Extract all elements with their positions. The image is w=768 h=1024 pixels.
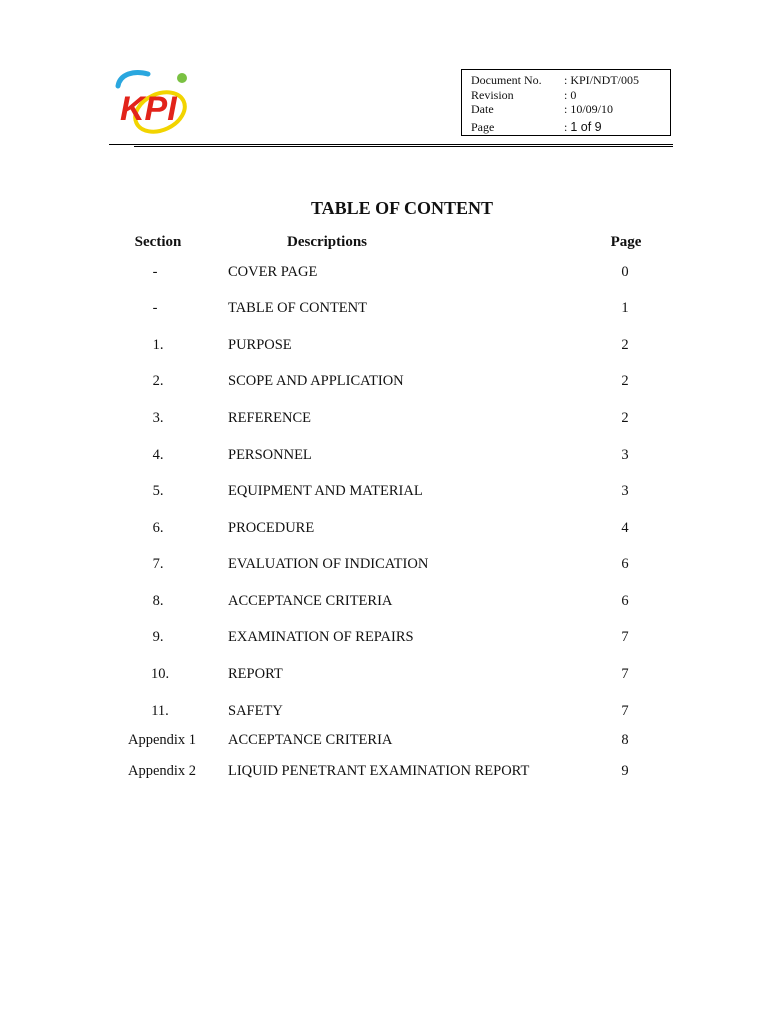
toc-page: 2 (621, 410, 629, 426)
toc-row (0, 447, 768, 467)
toc-section: 2. (152, 373, 164, 389)
toc-row (0, 703, 768, 723)
toc-description: PERSONNEL (228, 447, 312, 463)
toc-row (0, 264, 768, 284)
date-label: Date (471, 102, 494, 116)
toc-page: 0 (621, 264, 629, 280)
date-value: : 10/09/10 (564, 102, 614, 116)
toc-section: - (152, 264, 158, 280)
svg-text:KPI: KPI (120, 90, 177, 128)
toc-page: 6 (621, 556, 629, 572)
revision-row (471, 88, 670, 103)
toc-description: EXAMINATION OF REPAIRS (228, 629, 414, 645)
page-label: Page (471, 119, 495, 134)
toc-description: LIQUID PENETRANT EXAMINATION REPORT (228, 763, 530, 779)
toc-section: 9. (152, 629, 164, 645)
toc-row (0, 520, 768, 540)
toc-section: 11. (151, 703, 169, 719)
toc-row (0, 556, 768, 576)
toc-description: REFERENCE (228, 410, 311, 426)
toc-page: 4 (621, 520, 629, 536)
header-divider (109, 144, 673, 145)
toc-description: EVALUATION OF INDICATION (228, 556, 429, 572)
toc-section: 1. (152, 337, 164, 353)
toc-description: COVER PAGE (228, 264, 318, 280)
page-row (471, 120, 670, 135)
toc-page: 6 (621, 593, 629, 609)
toc-page: 7 (621, 703, 629, 719)
toc-row (0, 300, 768, 320)
company-logo (112, 68, 196, 140)
toc-description: ACCEPTANCE CRITERIA (228, 732, 393, 748)
toc-page: 3 (621, 447, 629, 463)
toc-page: 7 (621, 666, 629, 682)
toc-description: PURPOSE (228, 337, 292, 353)
toc-page: 1 (621, 300, 629, 316)
toc-page: 9 (621, 763, 629, 779)
toc-description: TABLE OF CONTENT (228, 300, 367, 316)
column-header-page: Page (610, 234, 642, 250)
toc-section: 4. (152, 447, 164, 463)
toc-row (0, 593, 768, 613)
toc-row (0, 763, 768, 783)
toc-section: Appendix 2 (127, 763, 197, 779)
page-value-prefix: : (564, 119, 571, 134)
document-info-box (461, 69, 671, 136)
toc-section: 7. (152, 556, 164, 572)
toc-section: Appendix 1 (127, 732, 197, 748)
toc-section: - (152, 300, 158, 316)
toc-page: 7 (621, 629, 629, 645)
toc-row (0, 337, 768, 357)
header-divider-secondary (134, 146, 673, 147)
toc-section: 3. (152, 410, 164, 426)
doc-number-value: : KPI/NDT/005 (564, 73, 639, 87)
toc-description: ACCEPTANCE CRITERIA (228, 593, 393, 609)
toc-description: REPORT (228, 666, 283, 682)
column-header-descriptions: Descriptions (287, 234, 367, 250)
doc-number-row (471, 73, 670, 88)
toc-description: SAFETY (228, 703, 283, 719)
revision-value: : 0 (564, 87, 577, 102)
toc-row (0, 666, 768, 686)
toc-section: 5. (152, 483, 164, 499)
page-title: TABLE OF CONTENT (310, 198, 494, 218)
column-header-section: Section (134, 234, 182, 250)
toc-section: 8. (152, 593, 164, 609)
toc-page: 8 (621, 732, 629, 748)
toc-description: PROCEDURE (228, 520, 315, 536)
toc-row (0, 483, 768, 503)
toc-row (0, 410, 768, 430)
toc-row (0, 629, 768, 649)
toc-description: SCOPE AND APPLICATION (228, 373, 404, 389)
revision-label: Revision (471, 87, 514, 102)
toc-section: 6. (152, 520, 164, 536)
toc-page: 3 (621, 483, 629, 499)
date-row (471, 102, 670, 117)
page-value-wrapper (564, 120, 602, 135)
page-value: 1 of 9 (570, 119, 602, 134)
toc-row (0, 373, 768, 393)
toc-page: 2 (621, 337, 629, 353)
toc-section: 10. (150, 666, 170, 682)
toc-page: 2 (621, 373, 629, 389)
toc-row (0, 732, 768, 752)
toc-description: EQUIPMENT AND MATERIAL (228, 483, 423, 499)
kpi-logo-icon (112, 68, 196, 140)
doc-number-label: Document No. (471, 73, 542, 87)
